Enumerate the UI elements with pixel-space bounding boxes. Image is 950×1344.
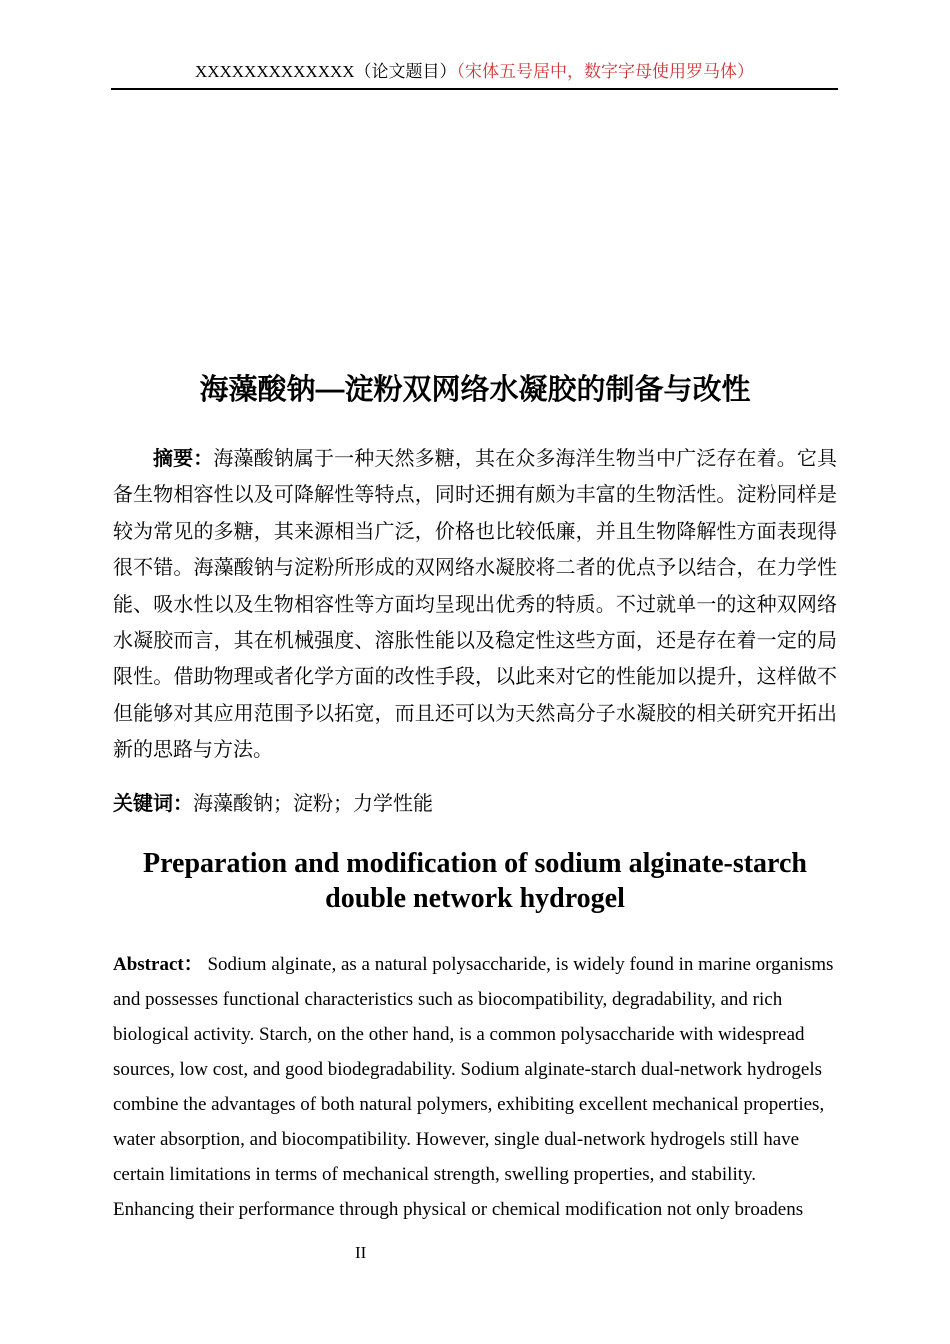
english-abstract-text: Sodium alginate, as a natural polysaccharide, is widely found in marine organisms and possesses functional characteristics such as biocompatibility, degradability, and rich biological activity. Starch, on the other hand, is a common polysaccharide with widespread sources, low cost, and good biodegradability. Sodium alginate-starch dual-network hydrogels combine the advantages of both natural polymers, exhibiting excellent mechanical properties, water absorption, and biocompatibility. However, single dual-network hydrogels still have certain limitations in terms of mechanical strength, swelling properties, and stability. Enhancing their performance through physical or chemical modification not only broadens	[113, 954, 834, 1220]
page-header	[111, 58, 838, 90]
chinese-abstract-text: 海藻酸钠属于一种天然多糖，其在众多海洋生物当中广泛存在着。它具备生物相容性以及可降解性等特点，同时还拥有颇为丰富的生物活性。淀粉同样是较为常见的多糖，其来源相当广泛，价格也比较低廉，并且生物降解性方面表现得很不错。海藻酸钠与淀粉所形成的双网络水凝胶将二者的优点予以结合，在力学性能、吸水性以及生物相容性等方面均呈现出优秀的特质。不过就单一的这种双网络水凝胶而言，其在机械强度、溶胀性能以及稳定性这些方面，还是存在着一定的局限性。借助物理或者化学方面的改性手段，以此来对它的性能加以提升，这样做不但能够对其应用范围予以拓宽，而且还可以为天然高分子水凝胶的相关研究开拓出新的思路与方法。	[113, 448, 838, 762]
english-abstract-label: Abstract：	[113, 954, 203, 975]
english-abstract-paragraph	[113, 947, 837, 1227]
chinese-abstract-paragraph	[113, 441, 837, 769]
chinese-title: 海藻酸钠—淀粉双网络水凝胶的制备与改性	[199, 374, 751, 406]
chinese-keywords-text: 海藻酸钠；淀粉；力学性能	[193, 793, 433, 815]
header-title-placeholder: XXXXXXXXXXXXX（论文题目）	[194, 62, 457, 81]
page-number: II	[355, 1243, 367, 1262]
header-format-note: （宋体五号居中，数字字母使用罗马体）	[456, 62, 755, 81]
chinese-abstract-label: 摘要：	[153, 448, 214, 470]
english-title: Preparation and modification of sodium alginate-starch double network hydrogel	[143, 848, 807, 914]
chinese-keywords-line	[113, 789, 837, 819]
chinese-keywords-label: 关键词：	[113, 793, 193, 815]
